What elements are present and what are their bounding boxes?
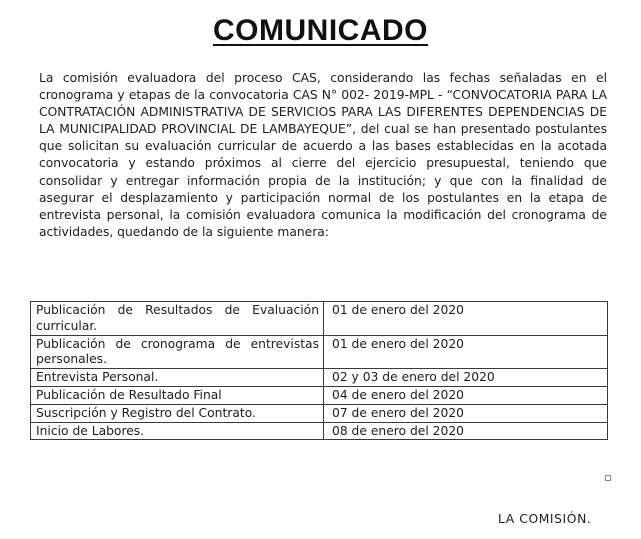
date-cell: 04 de enero del 2020 [324,386,608,404]
date-cell: 07 de enero del 2020 [324,404,608,422]
table-resize-handle[interactable] [605,475,611,481]
activity-cell: Publicación de Resultados de Evaluación curricular. [31,302,324,336]
date-cell: 01 de enero del 2020 [324,302,608,336]
activity-cell: Entrevista Personal. [31,369,324,387]
schedule-table [30,301,608,440]
date-cell: 08 de enero del 2020 [324,422,608,440]
table-row [31,335,608,369]
body-paragraph: La comisión evaluadora del proceso CAS, considerando las fechas señaladas en el cronograma y etapas de la convocatoria CAS N° 002- 2019-MPL - “CONVOCATORIA PARA LA CONTRATACIÓN ADMINISTRATIVA DE SERVICIOS PARA LAS DIFERENTES DEPENDENCIAS DE LA MUNICIPALIDAD PROVINCIAL DE LAMBAYEQUE”, del cual se han presentado postulantes que solicitan su evaluación curricular de acuerdo a las bases establecidas en la acotada convocatoria y estando próximos al cierre del ejercicio presupuestal, teniendo que consolidar y entregar información propia de la institución; y que con la finalidad de asegurar el desplazamiento y participación normal de los postulantes en la etapa de entrevista personal, la comisión evaluadora comunica la modificación del cronograma de actividades, quedando de la siguiente manera: [39,71,607,239]
date-cell: 02 y 03 de enero del 2020 [324,369,608,387]
table-row [31,386,608,404]
table-row [31,422,608,440]
activity-cell: Suscripción y Registro del Contrato. [31,404,324,422]
table-row [31,369,608,387]
document-title: COMUNICADO [213,14,428,47]
activity-cell: Publicación de Resultado Final [31,386,324,404]
table-row [31,302,608,336]
table-row [31,404,608,422]
date-cell: 01 de enero del 2020 [324,335,608,369]
signature: LA COMISIÓN. [498,512,592,526]
activity-cell: Publicación de cronograma de entrevistas personales. [31,335,324,369]
activity-cell: Inicio de Labores. [31,422,324,440]
